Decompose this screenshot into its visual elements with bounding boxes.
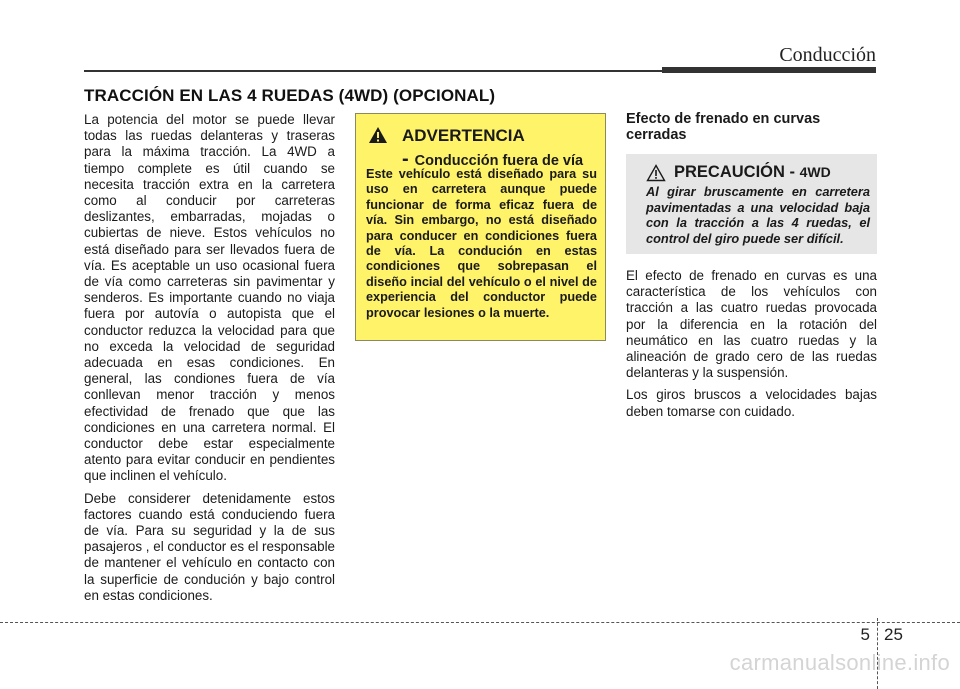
caution-body: Al girar bruscamente en carretera pavimentadas a una velocidad baja con la tracción a las 4 ruedas, el control del giro puede ser difícil. <box>646 184 870 246</box>
warning-triangle-icon <box>368 126 388 144</box>
page-header-title: Conducción <box>779 44 876 66</box>
caution-title-line <box>674 163 831 182</box>
paragraph: La potencia del motor se puede llevar todas las ruedas delanteras y traseras para la máxima tracción. La 4WD a tiempo complete es útil cuando se necesita tracción extra en la carretera como al conducir por carreteras deslizantes, embarradas, mojadas o cubiertas de nieve. Estos vehículos no está diseñado para ser llevados fuera de vía. Es aceptable un uso ocasional fuera de vía como carreteras sin pavimentar y senderos. Es importante cuando no viaja fuera por autovía o autopista que el conductor reduzca la velocidad para que no exceda la velocidad de seguridad adecuada en esas condiciones. En general, las condiones fuera de vía conllevan menor tracción y menos efectividad de frenado que que las condiciones en una carretera normal. El conductor debe estar especialmente atento para evitar conducir en pendientes que inclinen el vehículo. <box>84 112 335 484</box>
caution-tag: 4WD <box>799 164 831 180</box>
body-column-right <box>626 268 877 426</box>
warning-box <box>355 113 606 341</box>
caution-box <box>626 154 877 254</box>
header-rule <box>84 70 662 72</box>
page-number: 25 <box>884 625 903 644</box>
chapter-number: 5 <box>860 625 870 644</box>
warning-subtitle: Conducción fuera de vía <box>414 153 584 169</box>
paragraph: El efecto de frenado en curvas es una característica de los vehículos con tracción a las cuatro ruedas provocada por la diferencia en la rotación del neumático en las cuatro ruedas y la alineación de grado cero de las ruedas delanteras y la suspensión. <box>626 268 877 381</box>
caution-title: PRECAUCIÓN - <box>674 163 796 181</box>
paragraph: Debe considerer detenidamente estos factores cuando está conduciendo fuera de vía. Para su seguridad y la de sus pasajeros , el conductor es el responsable de mantener el vehículo en contacto con la superficie de condución y bajo control en estas condiciones. <box>84 490 335 603</box>
footer-dashed-rule <box>0 622 960 623</box>
paragraph: Los giros bruscos a velocidades bajas deben tomarse con cuidado. <box>626 387 877 419</box>
caution-triangle-icon <box>646 164 666 182</box>
warning-dash: - <box>402 148 409 170</box>
warning-body: Este vehículo está diseñado para su uso en carretera aunque puede funcionar de forma eficaz fuera de vía. Sin embargo, no está diseñado para conducer en condiciones fuera de vía. La condución en estas condiciones que sobrepasan el diseño incial del vehículo o el nivel de experiencia del conductor puede provocar lesiones o la muerte. <box>366 167 597 320</box>
section-title: TRACCIÓN EN LAS 4 RUEDAS (4WD) (OPCIONAL) <box>84 86 496 105</box>
subsection-heading: Efecto de frenado en curvas cerradas <box>626 111 821 143</box>
warning-title: ADVERTENCIA <box>402 126 525 145</box>
watermark: carmanualsonline.info <box>729 650 950 675</box>
body-column-left <box>84 112 335 610</box>
header-rule-thick <box>662 67 876 73</box>
